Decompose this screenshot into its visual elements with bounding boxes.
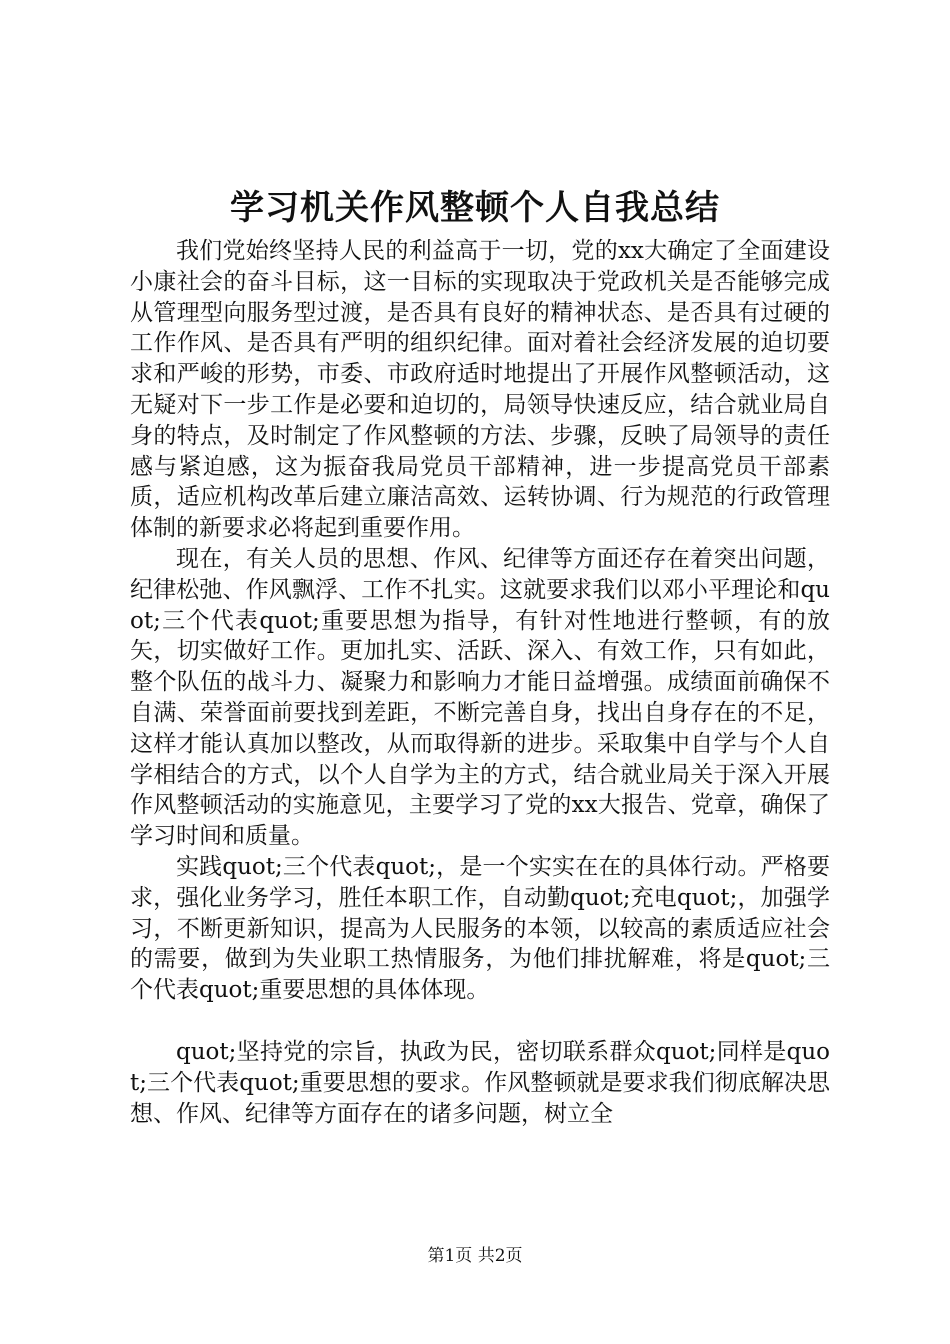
paragraph-4: quot;坚持党的宗旨，执政为民，密切联系群众quot;同样是quot;三个代表quot;重要思想的要求。作风整顿就是要求我们彻底解决思想、作风、纪律等方面存在的诸多问题，树立全 [130, 1038, 830, 1127]
paragraph-3: 实践quot;三个代表quot;，是一个实实在在的具体行动。严格要求，强化业务学习，胜任本职工作，自动勤quot;充电quot;，加强学习，不断更新知识，提高为人民服务的本领，以较高的素质适应社会的需要，做到为失业职工热情服务，为他们排扰解难，将是quot;三个代表quot;重要思想的具体体现。 [130, 853, 830, 1004]
page-title: 学习机关作风整顿个人自我总结 [230, 188, 720, 228]
document-body [130, 236, 830, 1129]
page-footer: 第1页 共2页 [427, 1246, 523, 1266]
paragraph-1: 我们党始终坚持人民的利益高于一切，党的xx大确定了全面建设小康社会的奋斗目标，这一目标的实现取决于党政机关是否能够完成从管理型向服务型过渡，是否具有良好的精神状态、是否具有过硬的工作作风、是否具有严明的组织纪律。面对着社会经济发展的迫切要求和严峻的形势，市委、市政府适时地提出了开展作风整顿活动，这无疑对下一步工作是必要和迫切的，局领导快速反应，结合就业局自身的特点，及时制定了作风整顿的方法、步骤，反映了局领导的责任感与紧迫感，这为振奋我局党员干部精神，进一步提高党员干部素质，适应机构改革后建立廉洁高效、运转协调、行为规范的行政管理体制的新要求必将起到重要作用。 [130, 238, 830, 542]
paragraph-2: 现在，有关人员的思想、作风、纪律等方面还存在着突出问题，纪律松弛、作风飘浮、工作不扎实。这就要求我们以邓小平理论和quot;三个代表quot;重要思想为指导，有针对性地进行整顿，有的放矢，切实做好工作。更加扎实、活跃、深入、有效工作，只有如此，整个队伍的战斗力、凝聚力和影响力才能日益增强。成绩面前确保不自满、荣誉面前要找到差距，不断完善自身，找出自身存在的不足，这样才能认真加以整改，从而取得新的进步。采取集中自学与个人自学相结合的方式，以个人自学为主的方式，结合就业局关于深入开展作风整顿活动的实施意见，主要学习了党的xx大报告、党章，确保了学习时间和质量。 [130, 545, 830, 850]
